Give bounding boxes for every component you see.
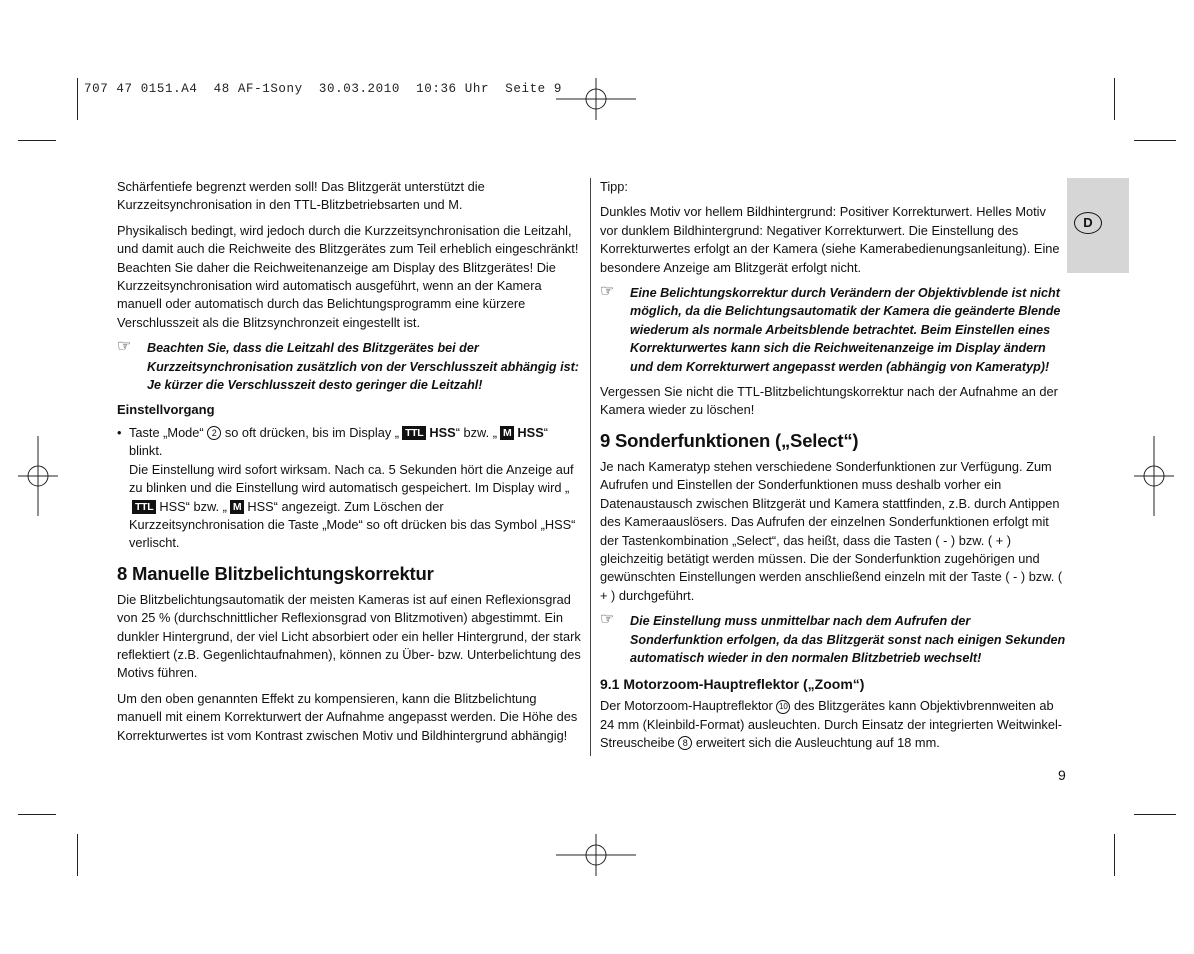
note-text: Beachten Sie, dass die Leitzahl des Blitzgerätes bei der Kurzzeitsynchronisation zusätzlich von der Verschlusszeit abhängig ist: Je kürzer die Verschlusszeit desto geringer die Leitzahl! [147, 341, 580, 393]
note-text: Eine Belichtungskorrektur durch Verändern der Objektivblende ist nicht möglich, da die Belichtungsautomatik der Kamera die geänderte Blende wiederum als normale Arbeitsblende betrachtet. Beim Einstellen eines Korrekturwertes kann sich die Reichweitenanzeige im Display ändern und dem Korrekturwert angepasst werden (abhängig von Kameratyp)! [630, 286, 1061, 374]
pointing-hand-icon: ☞ [600, 283, 615, 301]
hss-label: HSS [429, 424, 456, 440]
text: erweitert sich die Ausleuchtung auf 18 mm. [695, 735, 940, 751]
paragraph: Um den oben genannten Effekt zu kompensieren, kann die Blitzbelichtung manuell mit einem Korrekturwert der Aufnahme angepasst werden. Die Höhe des Korrekturwertes ist vom Kontrast zwischen Motiv und Bildhintergrund abhängig! [117, 690, 578, 743]
ttl-badge: TTL [402, 426, 426, 440]
bullet-dot: • [117, 424, 122, 440]
print-slug: 707 47 0151.A4 48 AF-1Sony 30.03.2010 10:36 Uhr Seite 9 [84, 82, 562, 96]
language-tab-label: D [1074, 212, 1102, 234]
paragraph [600, 697, 1066, 752]
tipp-label: Tipp: [600, 179, 628, 194]
paragraph: Vergessen Sie nicht die TTL-Blitzbelichtungskorrektur nach der Aufnahme an der Kamera wieder zu löschen! [600, 384, 1058, 418]
note-text: Die Einstellung muss unmittelbar nach dem Aufrufen der Sonderfunktion erfolgen, da das Blitzgerät sonst nach einigen Sekunden automatisch wieder in den normalen Blitzbetrieb wechselt! [630, 614, 1066, 665]
registration-mark-right [1134, 436, 1174, 516]
ttl-badge: TTL [132, 500, 156, 514]
section-heading: 8 Manuelle Blitzbelichtungskorrektur [117, 562, 434, 584]
registration-mark-left [18, 436, 58, 516]
m-badge: M [230, 500, 244, 514]
section-heading: 9 Sonderfunktionen („Select“) [600, 429, 859, 451]
m-badge: M [500, 426, 514, 440]
crop-mark [77, 834, 78, 876]
crop-mark [1114, 78, 1115, 120]
crop-mark [77, 78, 78, 120]
hss-label: HSS [517, 424, 544, 440]
subheading: Einstellvorgang [117, 402, 215, 418]
text: des Blitzgerätes kann Objektivbrennweiten ab 24 mm (Kleinbild-Format) ausleuchten. Durch Einsatz der integrierten Weitwinkel-Streuscheibe [600, 698, 1063, 751]
text: HSS“ angezeigt. Zum Löschen der Kurzzeitsynchronisation die Taste „Mode“ so oft drücken bis das Symbol „HSS“ verlischt. [129, 498, 576, 551]
right-column [600, 178, 1066, 760]
page-number: 9 [1058, 767, 1066, 783]
crop-mark [18, 814, 56, 815]
text: HSS“ bzw. „ [159, 498, 227, 514]
circled-number: 8 [678, 736, 692, 750]
text: so oft drücken, bis im Display „ [224, 424, 400, 440]
text: Taste „Mode“ [129, 424, 204, 440]
registration-mark-bottom [556, 834, 636, 876]
crop-mark [18, 140, 56, 141]
text: “ bzw. „ [455, 424, 497, 440]
text: “ blinkt. [129, 424, 548, 459]
column-divider [590, 178, 591, 756]
note [600, 284, 1066, 376]
circled-number: 2 [207, 426, 221, 440]
crop-mark [1134, 140, 1176, 141]
bullet-item [117, 424, 581, 553]
pointing-hand-icon: ☞ [600, 611, 615, 629]
circled-number: 10 [776, 700, 790, 714]
subsection-heading: 9.1 Motorzoom-Hauptreflektor („Zoom“) [600, 676, 865, 693]
note [117, 339, 581, 394]
paragraph: Schärfentiefe begrenzt werden soll! Das Blitzgerät unterstützt die Kurzzeitsynchronisation in den TTL-Blitzbetriebsarten und M. [117, 179, 485, 213]
registration-mark-top [556, 78, 636, 120]
paragraph: Je nach Kameratyp stehen verschiedene Sonderfunktionen zur Verfügung. Zum Aufrufen und Einstellen der Sonderfunktionen muss deshalb vorher ein Datenaustausch zwischen Blitzgerät und Kamera stattfinden, z.B. durch Antippen des Kameraauslösers. Das Aufrufen der einzelnen Sonderfunktionen erfolgt mit der Tastenkombination „Select“, das heißt, dass die Tasten ( - ) bzw. ( + ) gleichzeitig betätigt werden müssen. Die der Sonderfunktion zugehörigen und gewünschten Einstellungen werden anschließend einzeln mit der Taste ( - ) bzw. ( + ) durchgeführt. [600, 458, 1063, 603]
text: Die Einstellung wird sofort wirksam. Nach ca. 5 Sekunden hört die Anzeige auf zu blinken und die Einstellung wird automatisch gespeichert. Im Display wird „ [129, 461, 574, 496]
paragraph: Physikalisch bedingt, wird jedoch durch die Kurzzeitsynchronisation die Leitzahl, und damit auch die Reichweite des Blitzgerätes zum Teil erheblich eingeschränkt! Beachten Sie daher die Reichweitenanzeige am Display des Blitzgerätes! Die Kurzzeitsynchronisation wird automatisch ausgeführt, wenn an der Kamera manuell oder automatisch durch das Belichtungsprogramm eine kürzere Verschlusszeit als die Blitzsynchronzeit eingestellt ist. [117, 222, 579, 330]
left-column [117, 178, 581, 752]
paragraph: Die Blitzbelichtungsautomatik der meisten Kameras ist auf einen Reflexionsgrad von 25 % (durchschnittlicher Reflexionsgrad von Blitzmotiven) abgestimmt. Ein dunkler Hintergrund, der viel Licht absorbiert oder ein heller Hintergrund, der stark reflektiert (z.B. Gegenlichtaufnahmen), können zu Über- bzw. Unterbelichtung des Motivs führen. [117, 591, 581, 681]
text: Der Motorzoom-Hauptreflektor [600, 698, 773, 714]
paragraph: Dunkles Motiv vor hellem Bildhintergrund: Positiver Korrekturwert. Helles Motiv vor dunklem Bildhintergrund: Negativer Korrekturwert. Die Einstellung des Korrekturwertes erfolgt an der Kamera (siehe Kamerabedienungsanleitung). Eine besondere Anzeige am Blitzgerät erfolgt nicht. [600, 204, 1060, 275]
note [600, 612, 1066, 667]
crop-mark [1114, 834, 1115, 876]
crop-mark [1134, 814, 1176, 815]
pointing-hand-icon: ☞ [117, 338, 132, 356]
